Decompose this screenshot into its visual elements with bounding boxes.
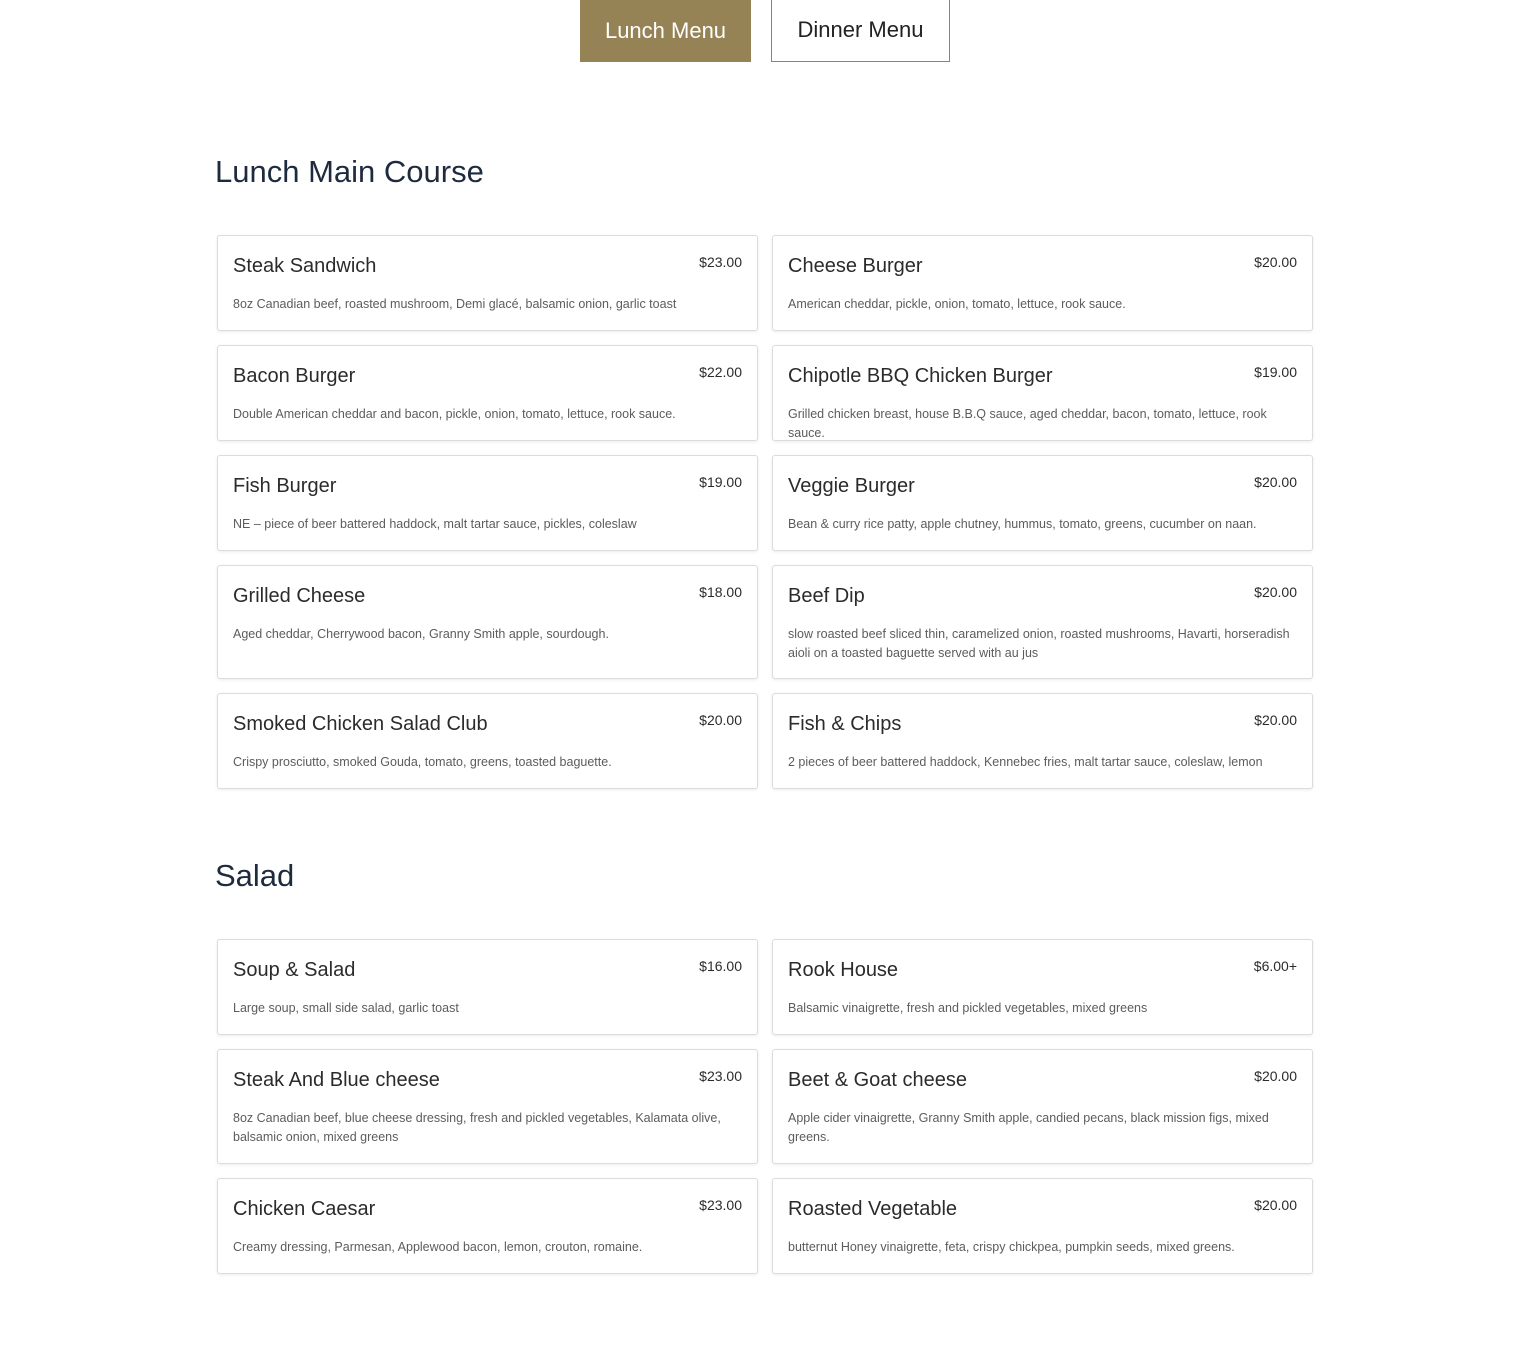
- menu-item-description: Large soup, small side salad, garlic toast: [233, 1001, 459, 1015]
- menu-item-description: Bean & curry rice patty, apple chutney, hummus, tomato, greens, cucumber on naan.: [788, 517, 1257, 531]
- menu-item-card: [217, 455, 758, 551]
- menu-item-description: 8oz Canadian beef, roasted mushroom, Demi glacé, balsamic onion, garlic toast: [233, 297, 677, 311]
- menu-item-description: American cheddar, pickle, onion, tomato, lettuce, rook sauce.: [788, 297, 1126, 311]
- menu-item-price: $23.00: [699, 254, 742, 270]
- menu-item-description: butternut Honey vinaigrette, feta, crispy chickpea, pumpkin seeds, mixed greens.: [788, 1240, 1235, 1254]
- menu-item-card: [772, 565, 1313, 679]
- menu-item-price: $22.00: [699, 364, 742, 380]
- menu-item-name: Chipotle BBQ Chicken Burger: [788, 365, 1053, 387]
- menu-item-price: $19.00: [1254, 364, 1297, 380]
- menu-item-description: Crispy prosciutto, smoked Gouda, tomato, greens, toasted baguette.: [233, 755, 612, 769]
- tab-lunch-menu[interactable]: Lunch Menu: [580, 0, 751, 62]
- menu-item-price: $16.00: [699, 958, 742, 974]
- menu-item-description: Creamy dressing, Parmesan, Applewood bacon, lemon, crouton, romaine.: [233, 1240, 643, 1254]
- menu-item-price: $20.00: [1254, 254, 1297, 270]
- menu-item-card: [772, 693, 1313, 789]
- menu-item-description: 2 pieces of beer battered haddock, Kennebec fries, malt tartar sauce, coleslaw, lemon: [788, 755, 1263, 769]
- menu-item-price: $18.00: [699, 584, 742, 600]
- menu-item-card: [217, 939, 758, 1035]
- menu-item-description: slow roasted beef sliced thin, caramelized onion, roasted mushrooms, Havarti, horseradish aioli on a toasted baguette served with au jus: [788, 627, 1290, 660]
- menu-item-price: $20.00: [699, 712, 742, 728]
- menu-item-description: NE – piece of beer battered haddock, malt tartar sauce, pickles, coleslaw: [233, 517, 637, 531]
- menu-item-price: $20.00: [1254, 584, 1297, 600]
- section-title-salad: Salad: [215, 858, 295, 893]
- menu-item-description: Aged cheddar, Cherrywood bacon, Granny Smith apple, sourdough.: [233, 627, 609, 641]
- menu-tabs: [0, 0, 1530, 62]
- menu-item-description: 8oz Canadian beef, blue cheese dressing, fresh and pickled vegetables, Kalamata olive, balsamic onion, mixed greens: [233, 1111, 721, 1144]
- menu-item-name: Smoked Chicken Salad Club: [233, 713, 488, 735]
- menu-item-card: [772, 1178, 1313, 1274]
- menu-item-name: Veggie Burger: [788, 475, 915, 497]
- menu-item-name: Rook House: [788, 959, 899, 981]
- menu-item-description: Double American cheddar and bacon, pickle, onion, tomato, lettuce, rook sauce.: [233, 407, 676, 421]
- section-title-lunch-main-course: Lunch Main Course: [215, 154, 484, 189]
- menu-item-name: Chicken Caesar: [233, 1198, 376, 1220]
- menu-item-price: $20.00: [1254, 1068, 1297, 1084]
- menu-item-card: [217, 235, 758, 331]
- menu-item-price: $20.00: [1254, 712, 1297, 728]
- menu-item-name: Soup & Salad: [233, 959, 356, 981]
- menu-item-price: $20.00: [1254, 474, 1297, 490]
- menu-item-name: Fish & Chips: [788, 713, 902, 735]
- menu-item-card: [772, 1049, 1313, 1164]
- menu-item-name: Beet & Goat cheese: [788, 1069, 968, 1091]
- menu-item-description: Apple cider vinaigrette, Granny Smith apple, candied pecans, black mission figs, mixed greens.: [788, 1111, 1269, 1144]
- menu-item-price: $19.00: [699, 474, 742, 490]
- menu-item-name: Steak And Blue cheese: [233, 1069, 440, 1091]
- menu-item-card: [772, 345, 1313, 441]
- menu-item-price: $23.00: [699, 1068, 742, 1084]
- menu-item-card: [217, 1178, 758, 1274]
- menu-item-card: [772, 455, 1313, 551]
- menu-item-description: Balsamic vinaigrette, fresh and pickled vegetables, mixed greens: [788, 1001, 1148, 1015]
- menu-item-name: Grilled Cheese: [233, 585, 366, 607]
- menu-item-name: Cheese Burger: [788, 255, 923, 277]
- menu-item-name: Roasted Vegetable: [788, 1198, 958, 1220]
- menu-item-card: [217, 1049, 758, 1164]
- menu-item-card: [217, 693, 758, 789]
- tab-dinner-menu[interactable]: Dinner Menu: [771, 0, 950, 62]
- menu-item-name: Bacon Burger: [233, 365, 356, 387]
- menu-item-card: [217, 345, 758, 441]
- menu-item-card: [772, 939, 1313, 1035]
- menu-item-card: [772, 235, 1313, 331]
- menu-item-description: Grilled chicken breast, house B.B.Q sauce, aged cheddar, bacon, tomato, lettuce, rook sauce.: [788, 407, 1267, 440]
- menu-item-name: Beef Dip: [788, 585, 865, 607]
- menu-item-name: Steak Sandwich: [233, 255, 377, 277]
- menu-item-card: [217, 565, 758, 679]
- menu-item-price: $6.00+: [1253, 958, 1297, 974]
- menu-item-name: Fish Burger: [233, 475, 337, 497]
- menu-item-price: $23.00: [699, 1197, 742, 1213]
- menu-item-price: $20.00: [1254, 1197, 1297, 1213]
